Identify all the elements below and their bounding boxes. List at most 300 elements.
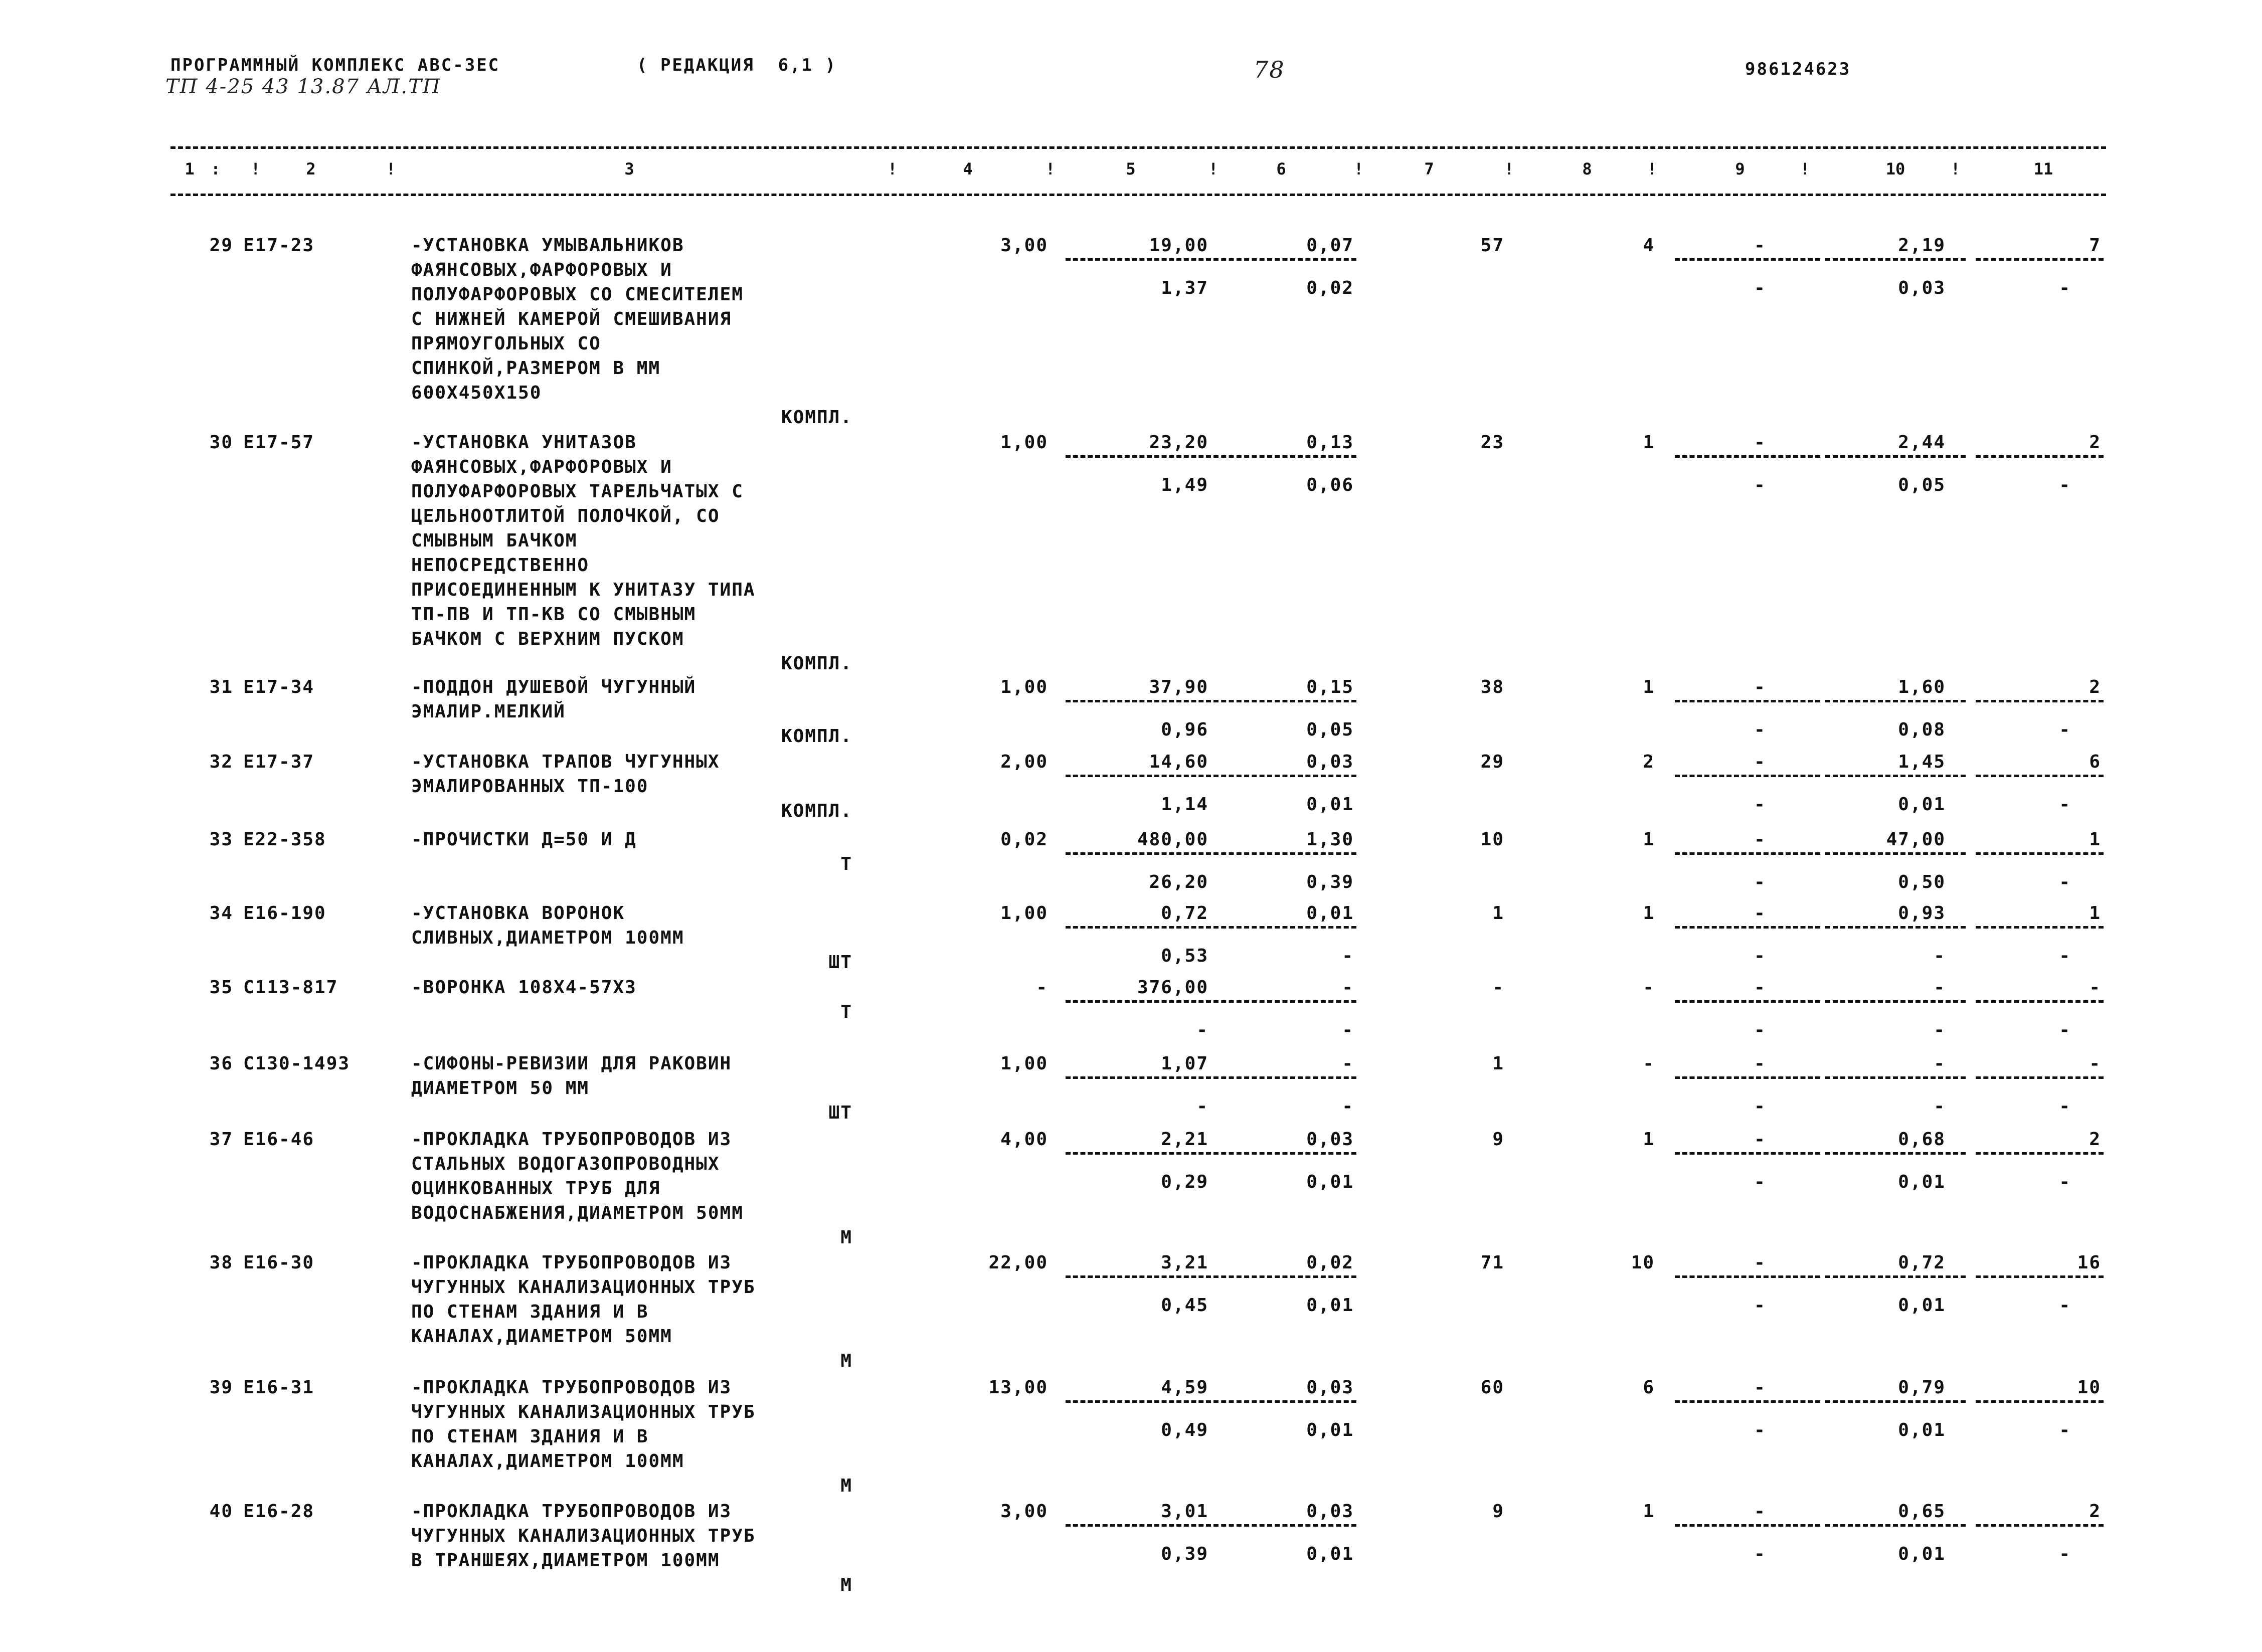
machine-cost: - bbox=[1754, 1129, 1766, 1150]
labour-hours-sub: 0,05 bbox=[1898, 475, 1946, 495]
unit-of-measure: Т bbox=[840, 1002, 852, 1022]
machine-cost-sub: - bbox=[1754, 278, 1766, 298]
fraction-divider bbox=[1675, 1524, 1820, 1527]
work-description-line: -ПРОЧИСТКИ Д=50 И Д bbox=[411, 829, 637, 850]
labour-cost: 0,13 bbox=[1306, 432, 1354, 453]
work-description-line: НЕПОСРЕДСТВЕННО bbox=[411, 555, 590, 576]
column-separator: ! bbox=[1208, 159, 1219, 178]
unit-of-measure: КОМПЛ. bbox=[781, 726, 852, 747]
machine-cost: - bbox=[1754, 903, 1766, 924]
labour-total-sub: - bbox=[2059, 475, 2071, 495]
unit-of-measure: КОМПЛ. bbox=[781, 653, 852, 674]
work-description-line: ЭМАЛИРОВАННЫХ ТП-100 bbox=[411, 776, 649, 797]
labour-cost: 0,02 bbox=[1306, 1252, 1354, 1273]
fraction-divider bbox=[1675, 1275, 1820, 1278]
column-header-6: 5 bbox=[1126, 159, 1136, 178]
labour-hours-sub: 0,08 bbox=[1898, 719, 1946, 740]
quantity: - bbox=[1036, 977, 1048, 998]
work-description-line: ЭМАЛИР.МЕЛКИЙ bbox=[411, 701, 566, 722]
work-description-line: 600Х450Х150 bbox=[411, 383, 542, 403]
unit-cost-wages: 0,39 bbox=[1161, 1544, 1208, 1564]
fraction-divider bbox=[1825, 455, 1966, 458]
work-description-line: ЦЕЛЬНООТЛИТОЙ ПОЛОЧКОЙ, СО bbox=[411, 506, 720, 526]
labour-hours-sub: 0,01 bbox=[1898, 1172, 1946, 1192]
column-header-5: 4 bbox=[963, 159, 973, 178]
work-description-line: С НИЖНЕЙ КАМЕРОЙ СМЕШИВАНИЯ bbox=[411, 309, 732, 329]
row-number: 29 bbox=[209, 235, 233, 256]
machine-cost: - bbox=[1754, 1252, 1766, 1273]
labour-total: 6 bbox=[2089, 752, 2101, 772]
machine-cost: - bbox=[1754, 432, 1766, 453]
labour-hours: 1,60 bbox=[1898, 677, 1946, 697]
labour-total-sub: - bbox=[2059, 1295, 2071, 1316]
unit-cost-total: 376,00 bbox=[1137, 977, 1208, 998]
labour-hours: 47,00 bbox=[1886, 829, 1946, 850]
unit-cost-total: 23,20 bbox=[1149, 432, 1208, 453]
norm-code: Е16-31 bbox=[243, 1377, 315, 1398]
norm-code: Е16-190 bbox=[243, 903, 326, 924]
labour-hours: 0,79 bbox=[1898, 1377, 1946, 1398]
handwritten-reference: ТП 4-25 43 13.87 АЛ.ТП bbox=[165, 75, 441, 98]
labour-total: - bbox=[2089, 1053, 2101, 1074]
fraction-divider bbox=[1976, 1000, 2104, 1003]
work-description-line: ЧУГУННЫХ КАНАЛИЗАЦИОННЫХ ТРУБ bbox=[411, 1277, 756, 1298]
quantity: 4,00 bbox=[1000, 1129, 1048, 1150]
fraction-divider bbox=[1976, 1275, 2104, 1278]
column-separator: ! bbox=[1354, 159, 1364, 178]
machine-cost: - bbox=[1754, 752, 1766, 772]
total-wages: 10 bbox=[1631, 1252, 1655, 1273]
machine-cost-sub: - bbox=[1754, 946, 1766, 966]
fraction-divider bbox=[1066, 1076, 1211, 1079]
unit-of-measure: ШТ bbox=[828, 952, 852, 973]
total-cost: 23 bbox=[1480, 432, 1504, 453]
total-cost: 9 bbox=[1492, 1129, 1504, 1150]
labour-total-sub: - bbox=[2059, 1420, 2071, 1440]
unit-of-measure: М bbox=[840, 1476, 852, 1496]
work-description-line: ПОЛУФАРФОРОВЫХ ТАРЕЛЬЧАТЫХ С bbox=[411, 481, 744, 502]
labour-total: 1 bbox=[2089, 903, 2101, 924]
machine-cost-sub: - bbox=[1754, 719, 1766, 740]
total-cost: 9 bbox=[1492, 1501, 1504, 1522]
machine-cost-sub: - bbox=[1754, 1020, 1766, 1040]
unit-cost-wages: 1,14 bbox=[1161, 794, 1208, 815]
row-number: 35 bbox=[209, 977, 233, 998]
fraction-divider bbox=[1675, 1400, 1820, 1403]
quantity: 1,00 bbox=[1000, 903, 1048, 924]
labour-hours: - bbox=[1934, 977, 1946, 998]
work-description-line: ПО СТЕНАМ ЗДАНИЯ И В bbox=[411, 1302, 649, 1322]
total-wages: 1 bbox=[1643, 677, 1655, 697]
work-description-line: СМЫВНЫМ БАЧКОМ bbox=[411, 530, 578, 551]
norm-code: Е17-57 bbox=[243, 432, 315, 453]
quantity: 3,00 bbox=[1000, 235, 1048, 256]
row-number: 33 bbox=[209, 829, 233, 850]
fraction-divider bbox=[1825, 1524, 1966, 1527]
fraction-divider bbox=[1675, 1152, 1820, 1155]
total-cost: 29 bbox=[1480, 752, 1504, 772]
labour-hours: - bbox=[1934, 1053, 1946, 1074]
labour-cost-sub: 0,01 bbox=[1306, 794, 1354, 815]
labour-cost: 0,03 bbox=[1306, 1377, 1354, 1398]
work-description-line: -УСТАНОВКА ВОРОНОК bbox=[411, 903, 625, 924]
fraction-divider bbox=[1213, 1275, 1356, 1278]
unit-cost-total: 1,07 bbox=[1161, 1053, 1208, 1074]
unit-of-measure: ШТ bbox=[828, 1103, 852, 1123]
quantity: 0,02 bbox=[1000, 829, 1048, 850]
machine-cost-sub: - bbox=[1754, 794, 1766, 815]
total-cost: 1 bbox=[1492, 1053, 1504, 1074]
column-header-3: 2 bbox=[306, 159, 316, 178]
work-description-line: СПИНКОЙ,РАЗМЕРОМ В ММ bbox=[411, 358, 661, 379]
fraction-divider bbox=[1066, 700, 1211, 702]
unit-cost-wages: 1,37 bbox=[1161, 278, 1208, 298]
column-header-11: 10 bbox=[1885, 159, 1905, 178]
labour-cost-sub: - bbox=[1342, 1096, 1354, 1117]
fraction-divider bbox=[1066, 1524, 1211, 1527]
labour-cost: 0,07 bbox=[1306, 235, 1354, 256]
labour-cost-sub: - bbox=[1342, 946, 1354, 966]
fraction-divider bbox=[1825, 700, 1966, 702]
unit-cost-total: 14,60 bbox=[1149, 752, 1208, 772]
work-description-line: ЧУГУННЫХ КАНАЛИЗАЦИОННЫХ ТРУБ bbox=[411, 1402, 756, 1422]
document-code: 986124623 bbox=[1745, 59, 1851, 79]
work-description-line: ФАЯНСОВЫХ,ФАРФОРОВЫХ И bbox=[411, 457, 672, 477]
total-cost: 71 bbox=[1480, 1252, 1504, 1273]
labour-total: 2 bbox=[2089, 432, 2101, 453]
labour-cost-sub: 0,05 bbox=[1306, 719, 1354, 740]
unit-cost-wages: - bbox=[1196, 1020, 1208, 1040]
work-description-line: КАНАЛАХ,ДИАМЕТРОМ 50ММ bbox=[411, 1326, 672, 1347]
column-header-4: 3 bbox=[624, 159, 634, 178]
unit-of-measure: КОМПЛ. bbox=[781, 407, 852, 428]
fraction-divider bbox=[1976, 455, 2104, 458]
labour-total: 2 bbox=[2089, 1501, 2101, 1522]
column-separator: ! bbox=[251, 159, 261, 178]
quantity: 22,00 bbox=[988, 1252, 1048, 1273]
column-separator: ! bbox=[1951, 159, 1961, 178]
column-separator: ! bbox=[1647, 159, 1657, 178]
norm-code: Е16-30 bbox=[243, 1252, 315, 1273]
labour-cost-sub: 0,01 bbox=[1306, 1420, 1354, 1440]
unit-cost-total: 0,72 bbox=[1161, 903, 1208, 924]
work-description-line: ПРИСОЕДИНЕННЫМ К УНИТАЗУ ТИПА bbox=[411, 580, 756, 600]
work-description-line: -ПОДДОН ДУШЕВОЙ ЧУГУННЫЙ bbox=[411, 677, 697, 697]
labour-hours-sub: - bbox=[1934, 1020, 1946, 1040]
labour-cost-sub: 0,01 bbox=[1306, 1172, 1354, 1192]
norm-code: Е16-28 bbox=[243, 1501, 315, 1522]
machine-cost-sub: - bbox=[1754, 872, 1766, 892]
labour-total: - bbox=[2089, 977, 2101, 998]
unit-of-measure: М bbox=[840, 1351, 852, 1371]
fraction-divider bbox=[1675, 700, 1820, 702]
unit-of-measure: КОМПЛ. bbox=[781, 801, 852, 821]
column-header-9: 8 bbox=[1582, 159, 1592, 178]
work-description-line: -ПРОКЛАДКА ТРУБОПРОВОДОВ ИЗ bbox=[411, 1252, 732, 1273]
fraction-divider bbox=[1213, 852, 1356, 855]
unit-cost-total: 480,00 bbox=[1137, 829, 1208, 850]
total-cost: 60 bbox=[1480, 1377, 1504, 1398]
labour-cost: 0,03 bbox=[1306, 1129, 1354, 1150]
machine-cost: - bbox=[1754, 1053, 1766, 1074]
total-wages: 1 bbox=[1643, 432, 1655, 453]
fraction-divider bbox=[1213, 926, 1356, 929]
unit-cost-total: 3,01 bbox=[1161, 1501, 1208, 1522]
fraction-divider bbox=[1213, 775, 1356, 777]
labour-hours-sub: 0,01 bbox=[1898, 1295, 1946, 1316]
fraction-divider bbox=[1675, 926, 1820, 929]
quantity: 3,00 bbox=[1000, 1501, 1048, 1522]
labour-cost-sub: 0,02 bbox=[1306, 278, 1354, 298]
fraction-divider bbox=[1976, 1400, 2104, 1403]
fraction-divider bbox=[1825, 926, 1966, 929]
fraction-divider bbox=[1825, 258, 1966, 261]
work-description-line: -СИФОНЫ-РЕВИЗИИ ДЛЯ РАКОВИН bbox=[411, 1053, 732, 1074]
labour-total: 2 bbox=[2089, 1129, 2101, 1150]
row-number: 39 bbox=[209, 1377, 233, 1398]
fraction-divider bbox=[1825, 1275, 1966, 1278]
row-number: 31 bbox=[209, 677, 233, 697]
labour-total: 2 bbox=[2089, 677, 2101, 697]
total-wages: 4 bbox=[1643, 235, 1655, 256]
unit-cost-total: 4,59 bbox=[1161, 1377, 1208, 1398]
page-number: 78 bbox=[1254, 56, 1285, 83]
work-description-line: СЛИВНЫХ,ДИАМЕТРОМ 100ММ bbox=[411, 928, 684, 948]
quantity: 13,00 bbox=[988, 1377, 1048, 1398]
fraction-divider bbox=[1675, 1000, 1820, 1003]
machine-cost: - bbox=[1754, 829, 1766, 850]
fraction-divider bbox=[1675, 258, 1820, 261]
total-wages: 1 bbox=[1643, 829, 1655, 850]
fraction-divider bbox=[1213, 1076, 1356, 1079]
fraction-divider bbox=[1213, 1152, 1356, 1155]
labour-hours: 0,72 bbox=[1898, 1252, 1946, 1273]
unit-of-measure: М bbox=[840, 1227, 852, 1248]
total-wages: 1 bbox=[1643, 903, 1655, 924]
fraction-divider bbox=[1976, 258, 2104, 261]
fraction-divider bbox=[1675, 852, 1820, 855]
fraction-divider bbox=[1825, 1076, 1966, 1079]
unit-cost-wages: 0,53 bbox=[1161, 946, 1208, 966]
labour-cost-sub: 0,01 bbox=[1306, 1295, 1354, 1316]
fraction-divider bbox=[1976, 700, 2104, 702]
labour-total: 7 bbox=[2089, 235, 2101, 256]
row-number: 32 bbox=[209, 752, 233, 772]
unit-of-measure: М bbox=[840, 1575, 852, 1595]
fraction-divider bbox=[1825, 1000, 1966, 1003]
row-number: 37 bbox=[209, 1129, 233, 1150]
work-description-line: -УСТАНОВКА УМЫВАЛЬНИКОВ bbox=[411, 235, 684, 256]
total-cost: 10 bbox=[1480, 829, 1504, 850]
fraction-divider bbox=[1066, 455, 1211, 458]
machine-cost-sub: - bbox=[1754, 1172, 1766, 1192]
norm-code: С113-817 bbox=[243, 977, 338, 998]
machine-cost: - bbox=[1754, 677, 1766, 697]
fraction-divider bbox=[1213, 1400, 1356, 1403]
unit-cost-wages: 0,49 bbox=[1161, 1420, 1208, 1440]
work-description-line: В ТРАНШЕЯХ,ДИАМЕТРОМ 100ММ bbox=[411, 1550, 720, 1571]
unit-cost-total: 19,00 bbox=[1149, 235, 1208, 256]
labour-hours: 0,93 bbox=[1898, 903, 1946, 924]
total-wages: 1 bbox=[1643, 1129, 1655, 1150]
total-cost: 1 bbox=[1492, 903, 1504, 924]
fraction-divider bbox=[1675, 455, 1820, 458]
unit-cost-wages: - bbox=[1196, 1096, 1208, 1117]
column-separator: ! bbox=[1046, 159, 1056, 178]
fraction-divider bbox=[1213, 1524, 1356, 1527]
total-wages: 1 bbox=[1643, 1501, 1655, 1522]
unit-cost-total: 2,21 bbox=[1161, 1129, 1208, 1150]
labour-total: 10 bbox=[2077, 1377, 2101, 1398]
labour-hours: 2,19 bbox=[1898, 235, 1946, 256]
machine-cost: - bbox=[1754, 1377, 1766, 1398]
unit-cost-total: 3,21 bbox=[1161, 1252, 1208, 1273]
labour-hours: 2,44 bbox=[1898, 432, 1946, 453]
work-description-line: -ВОРОНКА 108Х4-57Х3 bbox=[411, 977, 637, 998]
unit-cost-wages: 0,45 bbox=[1161, 1295, 1208, 1316]
labour-cost-sub: 0,01 bbox=[1306, 1544, 1354, 1564]
fraction-divider bbox=[1976, 926, 2104, 929]
fraction-divider bbox=[1213, 700, 1356, 702]
labour-hours-sub: - bbox=[1934, 1096, 1946, 1117]
work-description-line: -ПРОКЛАДКА ТРУБОПРОВОДОВ ИЗ bbox=[411, 1377, 732, 1398]
total-wages: 2 bbox=[1643, 752, 1655, 772]
fraction-divider bbox=[1066, 258, 1211, 261]
quantity: 1,00 bbox=[1000, 1053, 1048, 1074]
labour-cost: 1,30 bbox=[1306, 829, 1354, 850]
machine-cost-sub: - bbox=[1754, 1420, 1766, 1440]
edition-label: ( РЕДАКЦИЯ 6,1 ) bbox=[637, 55, 837, 75]
norm-code: С130-1493 bbox=[243, 1053, 351, 1074]
labour-total: 1 bbox=[2089, 829, 2101, 850]
work-description-line: ВОДОСНАБЖЕНИЯ,ДИАМЕТРОМ 50ММ bbox=[411, 1203, 744, 1223]
column-header-7: 6 bbox=[1276, 159, 1286, 178]
row-number: 36 bbox=[209, 1053, 233, 1074]
fraction-divider bbox=[1976, 1076, 2104, 1079]
labour-cost: 0,15 bbox=[1306, 677, 1354, 697]
work-description-line: ОЦИНКОВАННЫХ ТРУБ ДЛЯ bbox=[411, 1178, 661, 1199]
fraction-divider bbox=[1066, 1400, 1211, 1403]
work-description-line: ТП-ПВ И ТП-КВ СО СМЫВНЫМ bbox=[411, 604, 697, 625]
labour-hours: 0,65 bbox=[1898, 1501, 1946, 1522]
fraction-divider bbox=[1675, 775, 1820, 777]
labour-total-sub: - bbox=[2059, 278, 2071, 298]
work-description-line: -УСТАНОВКА ТРАПОВ ЧУГУННЫХ bbox=[411, 752, 720, 772]
labour-cost-sub: - bbox=[1342, 1020, 1354, 1040]
unit-cost-wages: 0,96 bbox=[1161, 719, 1208, 740]
labour-cost-sub: 0,39 bbox=[1306, 872, 1354, 892]
column-header-8: 7 bbox=[1424, 159, 1434, 178]
quantity: 1,00 bbox=[1000, 432, 1048, 453]
labour-cost: - bbox=[1342, 1053, 1354, 1074]
fraction-divider bbox=[1976, 852, 2104, 855]
column-separator: ! bbox=[888, 159, 898, 178]
fraction-divider bbox=[1976, 1524, 2104, 1527]
labour-cost: 0,01 bbox=[1306, 903, 1354, 924]
work-description-line: ПРЯМОУГОЛЬНЫХ СО bbox=[411, 333, 601, 354]
labour-total-sub: - bbox=[2059, 1096, 2071, 1117]
work-description-line: КАНАЛАХ,ДИАМЕТРОМ 100ММ bbox=[411, 1451, 684, 1472]
fraction-divider bbox=[1825, 775, 1966, 777]
unit-cost-wages: 26,20 bbox=[1149, 872, 1208, 892]
row-number: 30 bbox=[209, 432, 233, 453]
column-separator: ! bbox=[1504, 159, 1514, 178]
column-separator: ! bbox=[1800, 159, 1810, 178]
work-description-line: ПОЛУФАРФОРОВЫХ СО СМЕСИТЕЛЕМ bbox=[411, 284, 744, 305]
total-cost: - bbox=[1492, 977, 1504, 998]
fraction-divider bbox=[1066, 1275, 1211, 1278]
row-number: 34 bbox=[209, 903, 233, 924]
labour-cost: 0,03 bbox=[1306, 752, 1354, 772]
column-header-10: 9 bbox=[1735, 159, 1745, 178]
fraction-divider bbox=[1213, 455, 1356, 458]
labour-hours-sub: 0,03 bbox=[1898, 278, 1946, 298]
labour-hours-sub: 0,01 bbox=[1898, 1544, 1946, 1564]
header-bottom-rule bbox=[170, 194, 2106, 196]
machine-cost: - bbox=[1754, 1501, 1766, 1522]
labour-hours-sub: 0,01 bbox=[1898, 794, 1946, 815]
program-title: ПРОГРАММНЫЙ КОМПЛЕКС АВС-3ЕС bbox=[170, 55, 500, 75]
total-wages: 6 bbox=[1643, 1377, 1655, 1398]
total-wages: - bbox=[1643, 1053, 1655, 1074]
labour-total-sub: - bbox=[2059, 1172, 2071, 1192]
fraction-divider bbox=[1066, 1000, 1211, 1003]
quantity: 1,00 bbox=[1000, 677, 1048, 697]
work-description-line: ПО СТЕНАМ ЗДАНИЯ И В bbox=[411, 1426, 649, 1447]
labour-hours-sub: 0,01 bbox=[1898, 1420, 1946, 1440]
labour-total-sub: - bbox=[2059, 1544, 2071, 1564]
work-description-line: -ПРОКЛАДКА ТРУБОПРОВОДОВ ИЗ bbox=[411, 1501, 732, 1522]
fraction-divider bbox=[1825, 1400, 1966, 1403]
total-wages: - bbox=[1643, 977, 1655, 998]
work-description-line: -УСТАНОВКА УНИТАЗОВ bbox=[411, 432, 637, 453]
total-cost: 38 bbox=[1480, 677, 1504, 697]
labour-total-sub: - bbox=[2059, 872, 2071, 892]
labour-hours: 1,45 bbox=[1898, 752, 1946, 772]
column-separator: ! bbox=[386, 159, 396, 178]
machine-cost-sub: - bbox=[1754, 1544, 1766, 1564]
fraction-divider bbox=[1976, 1152, 2104, 1155]
row-number: 40 bbox=[209, 1501, 233, 1522]
column-header-2: : bbox=[211, 159, 221, 178]
work-description-line: ДИАМЕТРОМ 50 ММ bbox=[411, 1078, 590, 1098]
labour-total: 16 bbox=[2077, 1252, 2101, 1273]
norm-code: Е17-34 bbox=[243, 677, 315, 697]
norm-code: Е17-37 bbox=[243, 752, 315, 772]
fraction-divider bbox=[1066, 852, 1211, 855]
labour-cost: 0,03 bbox=[1306, 1501, 1354, 1522]
fraction-divider bbox=[1825, 852, 1966, 855]
machine-cost-sub: - bbox=[1754, 1096, 1766, 1117]
unit-of-measure: Т bbox=[840, 854, 852, 874]
machine-cost-sub: - bbox=[1754, 475, 1766, 495]
fraction-divider bbox=[1825, 1152, 1966, 1155]
norm-code: Е22-358 bbox=[243, 829, 326, 850]
column-header-12: 11 bbox=[2033, 159, 2053, 178]
machine-cost: - bbox=[1754, 977, 1766, 998]
top-rule bbox=[170, 146, 2106, 149]
unit-cost-total: 37,90 bbox=[1149, 677, 1208, 697]
labour-cost-sub: 0,06 bbox=[1306, 475, 1354, 495]
work-description-line: ЧУГУННЫХ КАНАЛИЗАЦИОННЫХ ТРУБ bbox=[411, 1526, 756, 1546]
labour-cost: - bbox=[1342, 977, 1354, 998]
work-description-line: -ПРОКЛАДКА ТРУБОПРОВОДОВ ИЗ bbox=[411, 1129, 732, 1150]
fraction-divider bbox=[1213, 258, 1356, 261]
machine-cost-sub: - bbox=[1754, 1295, 1766, 1316]
unit-cost-wages: 1,49 bbox=[1161, 475, 1208, 495]
work-description-line: ФАЯНСОВЫХ,ФАРФОРОВЫХ И bbox=[411, 260, 672, 280]
labour-hours-sub: - bbox=[1934, 946, 1946, 966]
